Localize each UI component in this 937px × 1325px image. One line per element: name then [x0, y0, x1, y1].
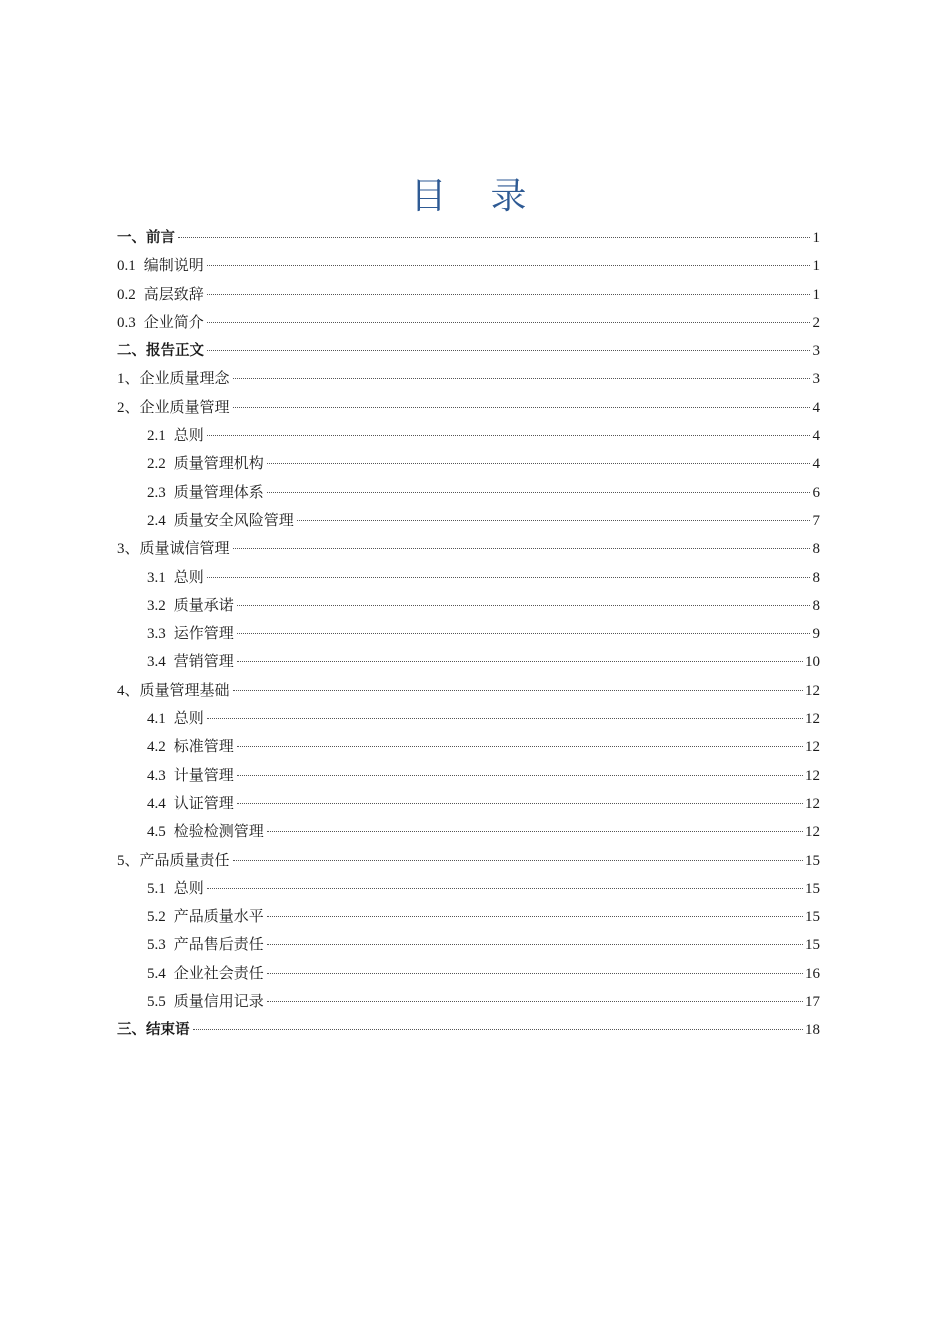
toc-entry[interactable] [117, 620, 820, 648]
toc-entry-number: 3.3 [147, 626, 166, 643]
toc-entry[interactable] [117, 790, 820, 818]
toc-entry-page-number: 15 [805, 880, 820, 897]
toc-entry[interactable] [117, 677, 820, 705]
toc-entry-text: 三、结束语 [117, 1022, 190, 1039]
toc-entry-label [117, 847, 230, 875]
dot-leader [237, 661, 803, 662]
toc-entry-text: 产品售后责任 [173, 937, 264, 954]
toc-entry-page-number: 4 [812, 399, 820, 416]
toc-entry-label [117, 677, 230, 705]
toc-entry-text: 3、质量诚信管理 [117, 541, 230, 558]
toc-entry-number: 5.5 [147, 994, 166, 1011]
toc-entry-page-number: 8 [812, 597, 820, 614]
toc-entry-number: 2.4 [147, 512, 166, 529]
toc-entry-label [147, 733, 234, 761]
toc-entry-number: 3.2 [147, 597, 166, 614]
toc-entry-text: 营销管理 [173, 654, 234, 671]
dot-leader [207, 718, 803, 719]
dot-leader [267, 831, 803, 832]
toc-entry-page-number: 12 [805, 824, 820, 841]
toc-entry-page-number: 18 [805, 1022, 820, 1039]
toc-entry-text: 编制说明 [143, 258, 204, 275]
toc-entry-text: 5、产品质量责任 [117, 852, 230, 869]
toc-entry-page-number: 15 [805, 909, 820, 926]
toc-entry-page-number: 7 [812, 512, 820, 529]
dot-leader [207, 435, 810, 436]
toc-entry-page-number: 6 [812, 484, 820, 501]
toc-entry-number: 5.1 [147, 880, 166, 897]
toc-entry-label [147, 988, 264, 1016]
toc-entry[interactable] [117, 422, 820, 450]
toc-entry-label [147, 790, 234, 818]
toc-entry-label [147, 762, 234, 790]
toc-entry[interactable] [117, 960, 820, 988]
toc-entry[interactable] [117, 535, 820, 563]
toc-entry[interactable] [117, 733, 820, 761]
toc-entry-text: 质量管理体系 [173, 484, 264, 501]
toc-entry-label [117, 252, 204, 280]
toc-entry-page-number: 4 [812, 428, 820, 445]
toc-entry-page-number: 9 [812, 626, 820, 643]
toc-entry-text: 企业简介 [143, 314, 204, 331]
toc-entry-page-number: 8 [812, 541, 820, 558]
toc-entry[interactable] [117, 564, 820, 592]
toc-entry-page-number: 3 [812, 371, 820, 388]
dot-leader [233, 407, 810, 408]
dot-leader [207, 350, 810, 351]
dot-leader [233, 690, 803, 691]
toc-entry[interactable] [117, 479, 820, 507]
toc-entry[interactable] [117, 450, 820, 478]
toc-entry-label [147, 592, 234, 620]
toc-entry-number: 5.2 [147, 909, 166, 926]
toc-entry-text: 2、企业质量管理 [117, 399, 230, 416]
toc-title-left: 目 [410, 176, 447, 217]
toc-entry-label [117, 535, 230, 563]
dot-leader [237, 633, 810, 634]
toc-entry[interactable] [117, 762, 820, 790]
toc-entry-number: 0.2 [117, 286, 136, 303]
toc-entry[interactable] [117, 365, 820, 393]
toc-entry-page-number: 15 [805, 852, 820, 869]
toc-entry-label [147, 422, 204, 450]
toc-entry-page-number: 8 [812, 569, 820, 586]
toc-entry-label [147, 507, 294, 535]
toc-entry-page-number: 3 [812, 343, 820, 360]
toc-entry-number: 4.5 [147, 824, 166, 841]
toc-entry[interactable] [117, 931, 820, 959]
toc-entry-page-number: 15 [805, 937, 820, 954]
dot-leader [233, 860, 803, 861]
toc-entry-label [117, 1016, 190, 1044]
toc-entry-text: 检验检测管理 [173, 824, 264, 841]
toc-entry[interactable] [117, 337, 820, 365]
dot-leader [267, 1001, 803, 1002]
toc-entry-text: 标准管理 [173, 739, 234, 756]
dot-leader [233, 378, 810, 379]
toc-entry-text: 质量承诺 [173, 597, 234, 614]
toc-entry-text: 高层致辞 [143, 286, 204, 303]
toc-entry[interactable] [117, 592, 820, 620]
toc-entry[interactable] [117, 224, 820, 252]
toc-entry-number: 2.3 [147, 484, 166, 501]
toc-entry-number: 0.3 [117, 314, 136, 331]
toc-entry-label [147, 450, 264, 478]
toc-entry-label [117, 224, 175, 252]
toc-entry-text: 产品质量水平 [173, 909, 264, 926]
toc-entry-number: 5.4 [147, 965, 166, 982]
dot-leader [233, 548, 810, 549]
toc-entry-label [147, 931, 264, 959]
toc-entry-text: 认证管理 [173, 795, 234, 812]
toc-entry-label [147, 648, 234, 676]
dot-leader [267, 916, 803, 917]
toc-entry-page-number: 12 [805, 739, 820, 756]
toc-entry[interactable] [117, 648, 820, 676]
toc-entry-number: 2.1 [147, 428, 166, 445]
toc-entry-label [147, 564, 204, 592]
toc-entry[interactable] [117, 875, 820, 903]
toc-entry-number: 3.1 [147, 569, 166, 586]
toc-entry-number: 3.4 [147, 654, 166, 671]
toc-entry-number: 4.1 [147, 711, 166, 728]
dot-leader [193, 1029, 804, 1030]
toc-entry-label [147, 705, 204, 733]
dot-leader [237, 775, 803, 776]
toc-entry[interactable] [117, 252, 820, 280]
toc-entry-text: 质量管理机构 [173, 456, 264, 473]
toc-entry-page-number: 2 [812, 314, 820, 331]
toc-entry-page-number: 12 [805, 711, 820, 728]
toc-entry[interactable] [117, 903, 820, 931]
toc-entry-label [147, 818, 264, 846]
toc-entry[interactable] [117, 847, 820, 875]
toc-entry-page-number: 10 [805, 654, 820, 671]
dot-leader [267, 944, 803, 945]
toc-entry-page-number: 12 [805, 767, 820, 784]
dot-leader [237, 605, 810, 606]
toc-entry-text: 总则 [173, 569, 204, 586]
toc-entry-label [117, 365, 230, 393]
toc-entry[interactable] [117, 394, 820, 422]
toc-entry-number: 2.2 [147, 456, 166, 473]
toc-entry-text: 二、报告正文 [117, 343, 204, 360]
toc-entry-number: 4.4 [147, 795, 166, 812]
toc-entry-text: 4、质量管理基础 [117, 682, 230, 699]
toc-entry[interactable] [117, 818, 820, 846]
toc-entry[interactable] [117, 309, 820, 337]
toc-entry-label [117, 394, 230, 422]
toc-entry-label [117, 281, 204, 309]
toc-entry-page-number: 1 [812, 286, 820, 303]
toc-entry[interactable] [117, 507, 820, 535]
toc-entry-text: 运作管理 [173, 626, 234, 643]
toc-entry-page-number: 4 [812, 456, 820, 473]
toc-entry-label [147, 903, 264, 931]
toc-entry-number: 4.3 [147, 767, 166, 784]
table-of-contents [117, 224, 820, 1045]
dot-leader [267, 492, 810, 493]
toc-entry[interactable] [117, 988, 820, 1016]
toc-entry-text: 计量管理 [173, 767, 234, 784]
dot-leader [297, 520, 810, 521]
toc-entry-label [147, 875, 204, 903]
toc-entry-text: 质量信用记录 [173, 994, 264, 1011]
dot-leader [237, 746, 803, 747]
toc-entry-label [117, 309, 204, 337]
dot-leader [207, 577, 810, 578]
toc-entry-text: 质量安全风险管理 [173, 512, 294, 529]
dot-leader [267, 973, 803, 974]
toc-entry-page-number: 16 [805, 965, 820, 982]
toc-entry-text: 一、前言 [117, 230, 175, 246]
toc-entry-number: 0.1 [117, 258, 136, 275]
toc-entry[interactable] [117, 705, 820, 733]
dot-leader [178, 237, 810, 238]
toc-entry-text: 总则 [173, 880, 204, 897]
toc-entry-label [147, 479, 264, 507]
toc-entry-page-number: 12 [805, 682, 820, 699]
toc-entry-text: 1、企业质量理念 [117, 371, 230, 388]
dot-leader [267, 463, 810, 464]
toc-entry-text: 总则 [173, 711, 204, 728]
toc-entry[interactable] [117, 1016, 820, 1044]
toc-entry-text: 企业社会责任 [173, 965, 264, 982]
toc-entry-label [147, 620, 234, 648]
toc-title-right: 录 [490, 176, 527, 217]
toc-entry-page-number: 17 [805, 994, 820, 1011]
dot-leader [207, 294, 810, 295]
toc-entry[interactable] [117, 281, 820, 309]
toc-entry-text: 总则 [173, 428, 204, 445]
dot-leader [207, 265, 810, 266]
toc-entry-page-number: 12 [805, 795, 820, 812]
toc-title [0, 172, 937, 222]
dot-leader [237, 803, 803, 804]
toc-entry-label [117, 337, 204, 365]
toc-entry-number: 4.2 [147, 739, 166, 756]
dot-leader [207, 322, 810, 323]
toc-entry-number: 5.3 [147, 937, 166, 954]
toc-entry-page-number: 1 [812, 230, 820, 246]
toc-entry-label [147, 960, 264, 988]
toc-entry-page-number: 1 [812, 258, 820, 275]
dot-leader [207, 888, 803, 889]
